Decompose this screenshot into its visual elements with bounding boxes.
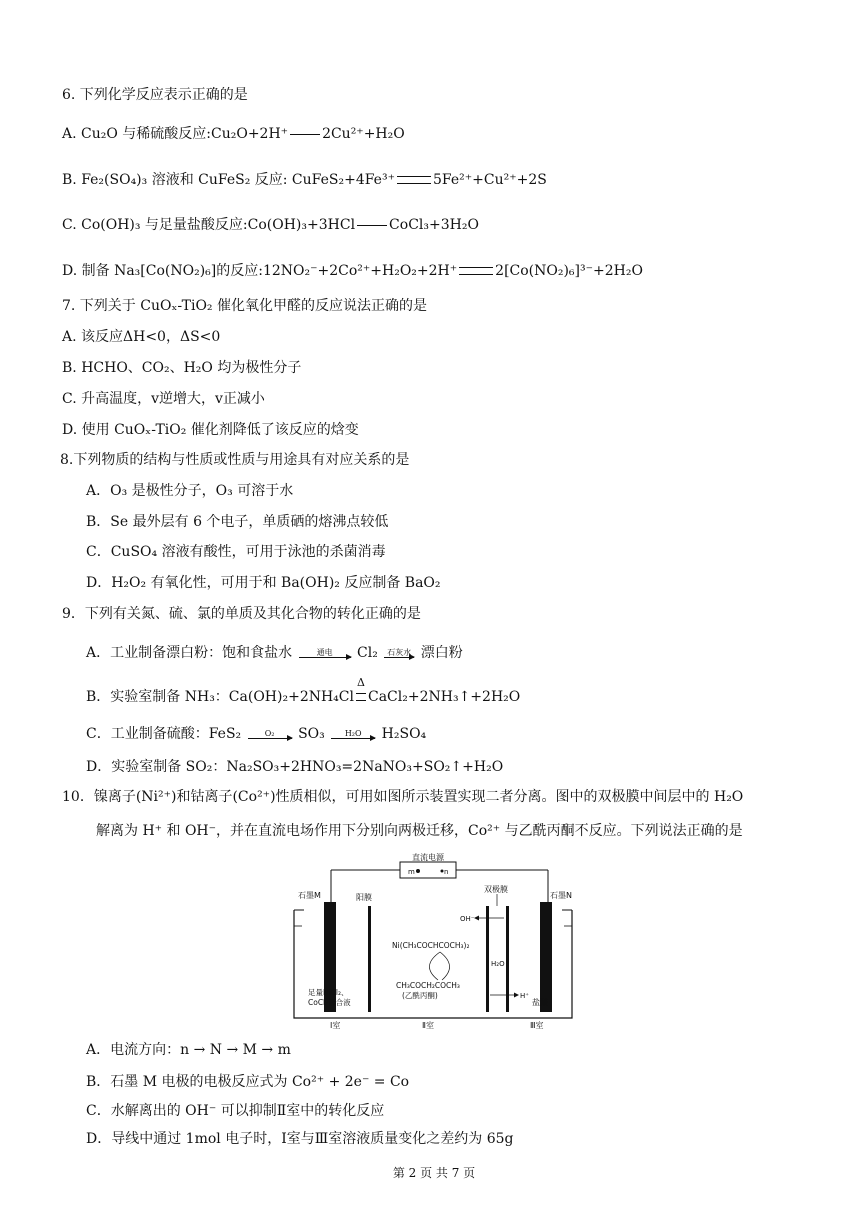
q10-option-b[interactable]: B．石墨 M 电极的电极反应式为 Co²⁺ + 2e⁻ = Co bbox=[86, 1074, 410, 1090]
proton-arrowhead bbox=[514, 993, 519, 998]
heat-symbol: Δ bbox=[357, 676, 365, 689]
left-solution-line2: CoCl₂混合液 bbox=[308, 998, 351, 1007]
heat-equals bbox=[354, 676, 368, 706]
bipolar-membrane-label: 双极膜 bbox=[484, 885, 508, 894]
q6-option-b[interactable] bbox=[62, 171, 547, 189]
power-label: 直流电源 bbox=[412, 853, 444, 862]
q8-option-b[interactable]: B．Se 最外层有 6 个电子，单质硒的熔沸点较低 bbox=[86, 514, 389, 530]
left-solution-line1: 足量NiCl₂、 bbox=[308, 988, 349, 997]
q10-stem-line1: 10．镍离子(Ni²⁺)和钴离子(Co²⁺)性质相似，可用如图所示装置实现二者分离。图中的双极膜中间层中的 H₂O bbox=[62, 789, 744, 805]
q6-c-rhs: CoCl₃+3H₂O bbox=[389, 217, 479, 233]
reaction-line bbox=[290, 134, 320, 135]
q9-c-mid: SO₃ bbox=[298, 726, 325, 742]
equals-sign bbox=[397, 176, 431, 184]
q10-stem-line2: 解离为 H⁺ 和 OH⁻，并在直流电场作用下分别向两极迁移，Co²⁺ 与乙酰丙酮不反应。下列说法正确的是 bbox=[96, 823, 743, 839]
q10-option-a[interactable]: A．电流方向：n → N → M → m bbox=[86, 1042, 291, 1058]
reaction-arrow bbox=[331, 729, 375, 739]
acetylacetone-formula: CH₃COCH₂COCH₃ bbox=[396, 981, 460, 990]
q9-option-d[interactable]: D．实验室制备 SO₂：Na₂SO₃+2HNO₃=2NaNO₃+SO₂↑+H₂O bbox=[86, 759, 504, 775]
q6-stem: 6. 下列化学反应表示正确的是 bbox=[62, 87, 248, 103]
conversion-curve bbox=[429, 952, 440, 980]
reaction-arrow bbox=[299, 648, 351, 658]
q8-option-d[interactable]: D．H₂O₂ 有氧化性，可用于和 Ba(OH)₂ 反应制备 BaO₂ bbox=[86, 575, 441, 591]
q9-option-a[interactable] bbox=[86, 644, 463, 662]
q8-option-a[interactable]: A．O₃ 是极性分子，O₃ 可溶于水 bbox=[86, 483, 294, 499]
room-2-label: Ⅱ室 bbox=[422, 1021, 434, 1030]
page-footer: 第 2 页 共 7 页 bbox=[392, 1166, 476, 1180]
reaction-arrow bbox=[248, 729, 292, 739]
q9-c-pre: C．工业制备硫酸：FeS₂ bbox=[86, 726, 242, 742]
right-solution-label: 盐酸 bbox=[532, 998, 548, 1007]
cation-membrane bbox=[368, 906, 371, 1012]
q7-option-c[interactable]: C. 升高温度，v逆增大，v正减小 bbox=[62, 391, 265, 407]
q9-option-c[interactable] bbox=[86, 725, 426, 743]
arrow-shaft bbox=[248, 738, 292, 739]
q6-option-a[interactable] bbox=[62, 125, 405, 143]
water-label: H₂O bbox=[491, 960, 505, 968]
q9-b-post: CaCl₂+2NH₃↑+2H₂O bbox=[368, 689, 521, 705]
q9-a-mid: Cl₂ bbox=[357, 645, 378, 661]
arrow-shaft bbox=[384, 657, 414, 658]
room-1-label: Ⅰ室 bbox=[330, 1021, 341, 1030]
q6-a-rhs: 2Cu²⁺+H₂O bbox=[322, 126, 405, 142]
hydroxide-label: OH⁻ bbox=[460, 915, 475, 923]
q6-option-c[interactable] bbox=[62, 216, 479, 234]
equals-sign bbox=[459, 267, 493, 275]
arrow-label: 石灰水 bbox=[387, 648, 412, 657]
reaction-line bbox=[357, 225, 387, 226]
q7-option-d[interactable]: D. 使用 CuOₓ-TiO₂ 催化剂降低了该反应的焓变 bbox=[62, 422, 359, 438]
q6-a-lhs: A. Cu₂O 与稀硫酸反应:Cu₂O+2H⁺ bbox=[62, 126, 289, 142]
terminal-m-dot bbox=[416, 869, 420, 873]
room-3-label: Ⅲ室 bbox=[530, 1021, 544, 1030]
acetylacetone-name: (乙酰丙酮) bbox=[402, 991, 438, 1000]
conversion-curve bbox=[440, 952, 450, 980]
electrolysis-cell-diagram bbox=[290, 848, 580, 1030]
terminal-n-label: n bbox=[444, 868, 449, 876]
q6-b-rhs: 5Fe²⁺+Cu²⁺+2S bbox=[432, 172, 547, 188]
terminal-n-dot bbox=[441, 870, 444, 873]
reaction-arrow bbox=[384, 648, 414, 658]
q6-d-lhs: D. 制备 Na₃[Co(NO₂)₆]的反应:12NO₂⁻+2Co²⁺+H₂O₂+2H⁺ bbox=[62, 263, 458, 279]
q9-c-post: H₂SO₄ bbox=[381, 726, 427, 742]
bipolar-membrane-right bbox=[506, 906, 509, 1012]
cation-membrane-label: 阳膜 bbox=[356, 893, 372, 902]
q9-a-pre: A．工业制备漂白粉：饱和食盐水 bbox=[86, 645, 293, 661]
q7-option-b[interactable]: B. HCHO、CO₂、H₂O 均为极性分子 bbox=[62, 360, 302, 376]
q8-option-c[interactable]: C．CuSO₄ 溶液有酸性，可用于泳池的杀菌消毒 bbox=[86, 544, 386, 560]
proton-label: H⁺ bbox=[520, 992, 529, 1000]
q6-c-lhs: C. Co(OH)₃ 与足量盐酸反应:Co(OH)₃+3HCl bbox=[62, 217, 356, 233]
equals-sign bbox=[356, 693, 366, 701]
q6-d-rhs: 2[Co(NO₂)₆]³⁻+2H₂O bbox=[495, 263, 643, 279]
q9-stem: 9．下列有关氮、硫、氯的单质及其化合物的转化正确的是 bbox=[62, 606, 421, 622]
hydroxide-arrowhead bbox=[474, 916, 479, 921]
q7-stem: 7. 下列关于 CuOₓ-TiO₂ 催化氧化甲醛的反应说法正确的是 bbox=[62, 298, 427, 314]
q9-a-post: 漂白粉 bbox=[420, 645, 463, 661]
arrow-label: H₂O bbox=[344, 729, 362, 738]
arrow-label: 通电 bbox=[316, 648, 333, 657]
arrow-label: O₂ bbox=[264, 729, 275, 738]
nickel-complex-label: Ni(CH₃COCHCOCH₃)₂ bbox=[392, 941, 470, 950]
q8-stem: 8.下列物质的结构与性质或性质与用途具有对应关系的是 bbox=[60, 452, 410, 468]
graphite-electrode-n bbox=[540, 902, 552, 1012]
q7-option-a[interactable]: A. 该反应ΔH<0，ΔS<0 bbox=[62, 329, 221, 345]
bipolar-membrane-left bbox=[486, 906, 489, 1012]
q6-option-d[interactable] bbox=[62, 262, 643, 280]
electrode-n-label: 石墨N bbox=[550, 891, 572, 900]
q10-option-c[interactable]: C．水解离出的 OH⁻ 可以抑制Ⅱ室中的转化反应 bbox=[86, 1103, 385, 1119]
q9-b-pre: B．实验室制备 NH₃：Ca(OH)₂+2NH₄Cl bbox=[86, 689, 354, 705]
q9-option-b[interactable] bbox=[86, 676, 521, 706]
arrow-shaft bbox=[299, 657, 351, 658]
electrode-m-label: 石墨M bbox=[298, 891, 321, 900]
q10-option-d[interactable]: D．导线中通过 1mol 电子时，Ⅰ室与Ⅲ室溶液质量变化之差约为 65g bbox=[86, 1131, 514, 1147]
arrow-shaft bbox=[331, 738, 375, 739]
q6-b-lhs: B. Fe₂(SO₄)₃ 溶液和 CuFeS₂ 反应: CuFeS₂+4Fe³⁺ bbox=[62, 172, 395, 188]
terminal-m-label: m bbox=[408, 868, 415, 876]
